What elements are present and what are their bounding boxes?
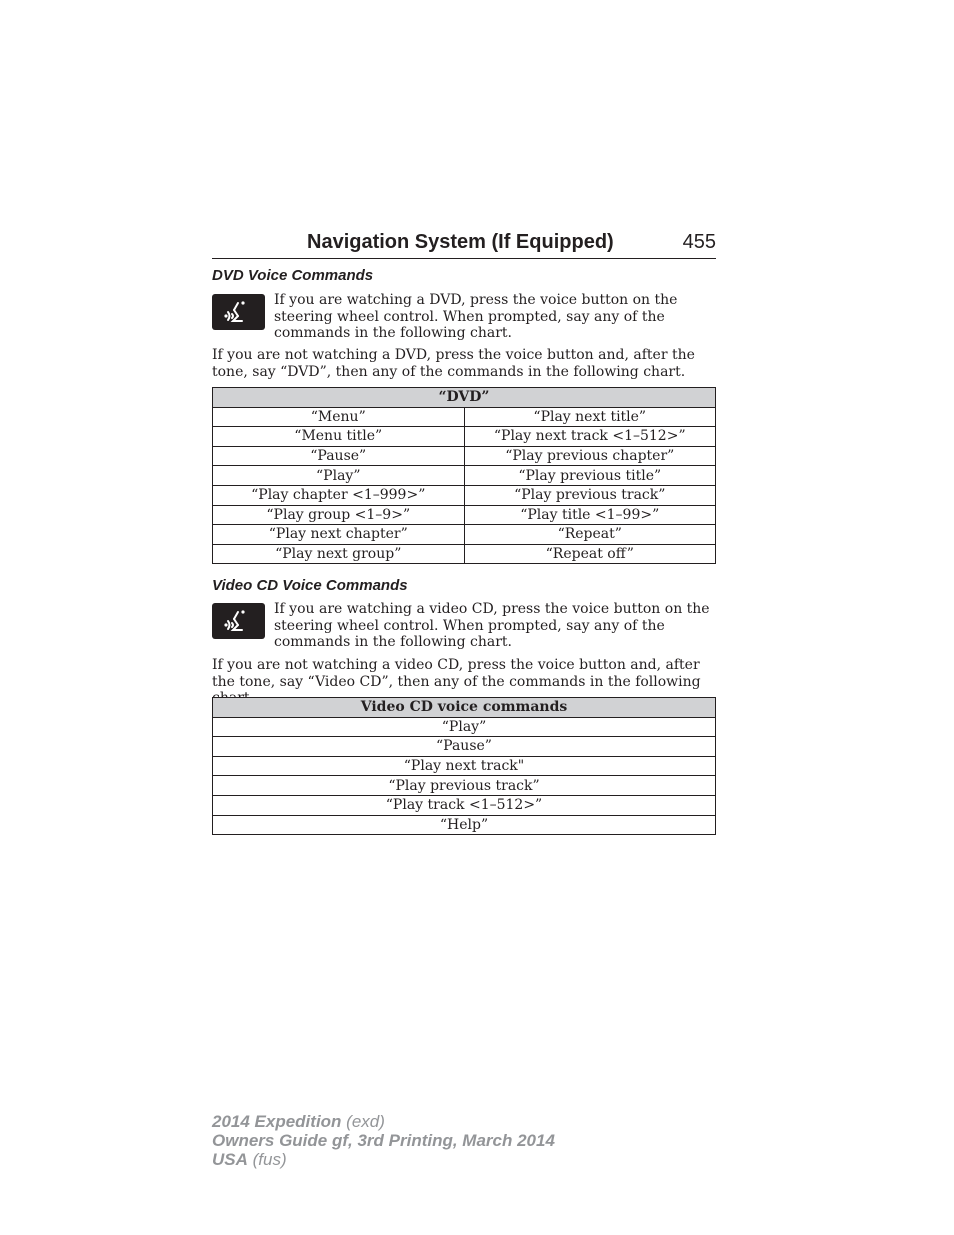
- table-row: [213, 485, 716, 505]
- table-cell: “Play”: [213, 466, 465, 486]
- table-cell: “Play group <1–9>”: [213, 505, 465, 525]
- table-cell: “Play next title”: [464, 407, 716, 427]
- table-cell: “Play next chapter”: [213, 525, 465, 545]
- table-cell: “Pause”: [213, 446, 465, 466]
- table-row: [213, 525, 716, 545]
- table-cell: “Play next track <1–512>”: [464, 427, 716, 447]
- footer-model: 2014 Expedition: [212, 1112, 342, 1131]
- dvd-table-header: “DVD”: [213, 388, 716, 408]
- table-row: [213, 717, 716, 737]
- table-cell: “Play previous track”: [464, 485, 716, 505]
- table-row: [213, 505, 716, 525]
- dvd-section-title: DVD Voice Commands: [212, 267, 374, 284]
- table-cell: “Menu”: [213, 407, 465, 427]
- table-row: [213, 427, 716, 447]
- table-row: [213, 815, 716, 835]
- table-row: [213, 407, 716, 427]
- table-cell: “Help”: [213, 815, 716, 835]
- table-cell: “Play next group”: [213, 544, 465, 564]
- table-cell: “Play previous title”: [464, 466, 716, 486]
- vcd-paragraph: If you are not watching a video CD, press the voice button and, after the tone, say “Video CD”, then any of the commands in the following: [212, 657, 701, 690]
- voice-command-icon: [212, 294, 265, 330]
- table-cell: “Play previous track”: [213, 776, 716, 796]
- table-cell: “Play track <1–512>”: [213, 795, 716, 815]
- voice-command-icon: [212, 603, 265, 639]
- vcd-commands-table: [212, 697, 716, 835]
- page-title: Navigation System (If Equipped): [307, 231, 614, 253]
- vcd-intro-text: If you are watching a video CD, press the voice button on the steering wheel control. When prompted, say any of the commands in the following chart.: [274, 601, 710, 650]
- table-row: [213, 544, 716, 564]
- table-cell: “Pause”: [213, 737, 716, 757]
- footer-model-code: (exd): [341, 1112, 385, 1131]
- vcd-table-header: Video CD voice commands: [213, 698, 716, 718]
- table-cell: “Repeat off”: [464, 544, 716, 564]
- footer-market-code: (fus): [247, 1150, 287, 1169]
- table-row: [213, 756, 716, 776]
- table-row: [213, 795, 716, 815]
- dvd-commands-table: [212, 387, 716, 564]
- footer-market: USA: [212, 1150, 248, 1169]
- footer-line-1: [212, 1112, 555, 1131]
- page-header: [212, 230, 716, 259]
- table-cell: “Repeat”: [464, 525, 716, 545]
- table-row: [213, 776, 716, 796]
- dvd-intro-text: If you are watching a DVD, press the voice button on the steering wheel control. When prompted, say any of the commands in the following chart.: [274, 292, 678, 341]
- table-cell: “Play chapter <1–999>”: [213, 485, 465, 505]
- footer-line-3: [212, 1150, 555, 1169]
- table-cell: “Menu title”: [213, 427, 465, 447]
- table-row: [213, 466, 716, 486]
- vcd-section-title: Video CD Voice Commands: [212, 577, 408, 594]
- page-footer: [212, 1112, 555, 1169]
- table-row: [213, 737, 716, 757]
- table-cell: “Play previous chapter”: [464, 446, 716, 466]
- footer-printing: Owners Guide gf, 3rd Printing, March 2014: [212, 1131, 555, 1150]
- dvd-paragraph: If you are not watching a DVD, press the voice button and, after the tone, say “DVD”, then any of the commands in the following chart.: [212, 347, 695, 380]
- table-cell: “Play next track": [213, 756, 716, 776]
- table-row: [213, 446, 716, 466]
- table-cell: “Play”: [213, 717, 716, 737]
- page-number: 455: [682, 231, 716, 253]
- footer-line-2: [212, 1131, 555, 1150]
- table-cell: “Play title <1–99>”: [464, 505, 716, 525]
